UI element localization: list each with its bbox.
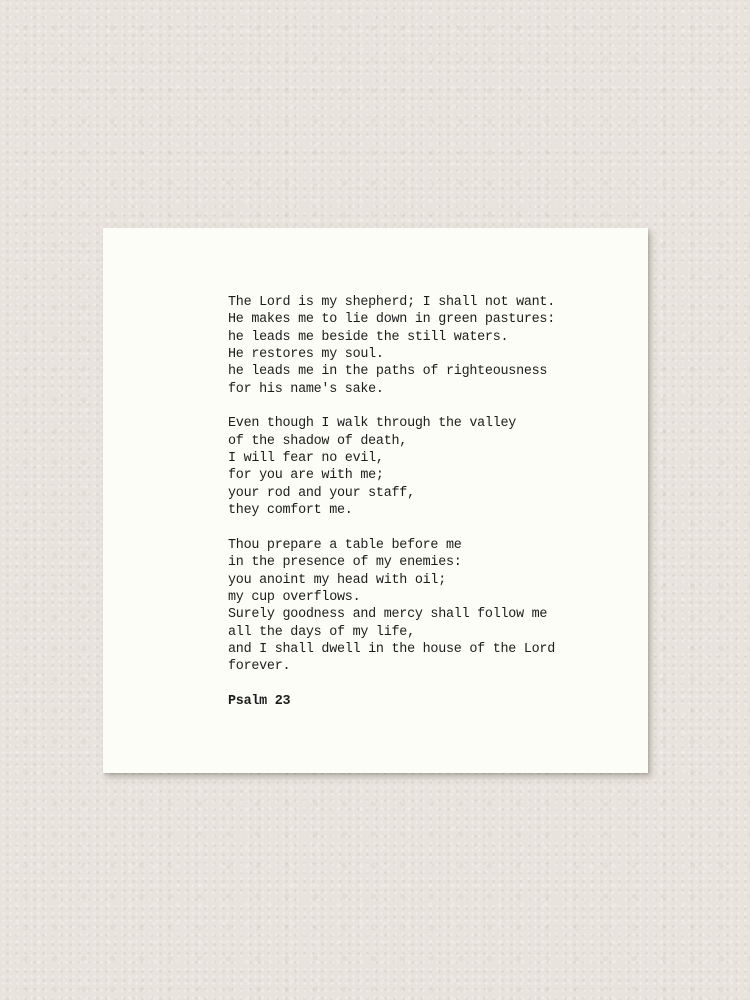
poem-line: in the presence of my enemies: [228, 555, 462, 571]
poem-line: Thou prepare a table before me [228, 537, 462, 553]
poem-stanza-1 [228, 294, 628, 398]
poem-text [228, 294, 628, 710]
poem-line: my cup overflows. [228, 589, 361, 605]
poem-line: of the shadow of death, [228, 433, 408, 449]
poem-line: he leads me beside the still waters. [228, 329, 509, 345]
poem-stanza-3 [228, 537, 628, 676]
poem-line: he leads me in the paths of righteousness [228, 364, 548, 380]
poem-line: and I shall dwell in the house of the Lord [228, 641, 555, 657]
poem-line: for you are with me; [228, 468, 384, 484]
poem-line: The Lord is my shepherd; I shall not want. [228, 295, 555, 310]
poem-line: for his name's sake. [228, 381, 384, 397]
poem-line: He restores my soul. [228, 347, 384, 363]
art-print [103, 228, 648, 773]
poem-attribution: Psalm 23 [228, 693, 291, 709]
poem-line: Surely goodness and mercy shall follow me [228, 607, 548, 623]
poem-line: forever. [228, 659, 291, 675]
poem-line: you anoint my head with oil; [228, 572, 446, 588]
poem-stanza-2 [228, 415, 628, 519]
poem-line: Even though I walk through the valley [228, 416, 517, 432]
poem-line: they comfort me. [228, 503, 353, 519]
poem-line: all the days of my life, [228, 624, 415, 640]
poem-line: I will fear no evil, [228, 451, 384, 467]
poem-line: He makes me to lie down in green pastures: [228, 312, 555, 328]
poem-line: your rod and your staff, [228, 485, 415, 501]
